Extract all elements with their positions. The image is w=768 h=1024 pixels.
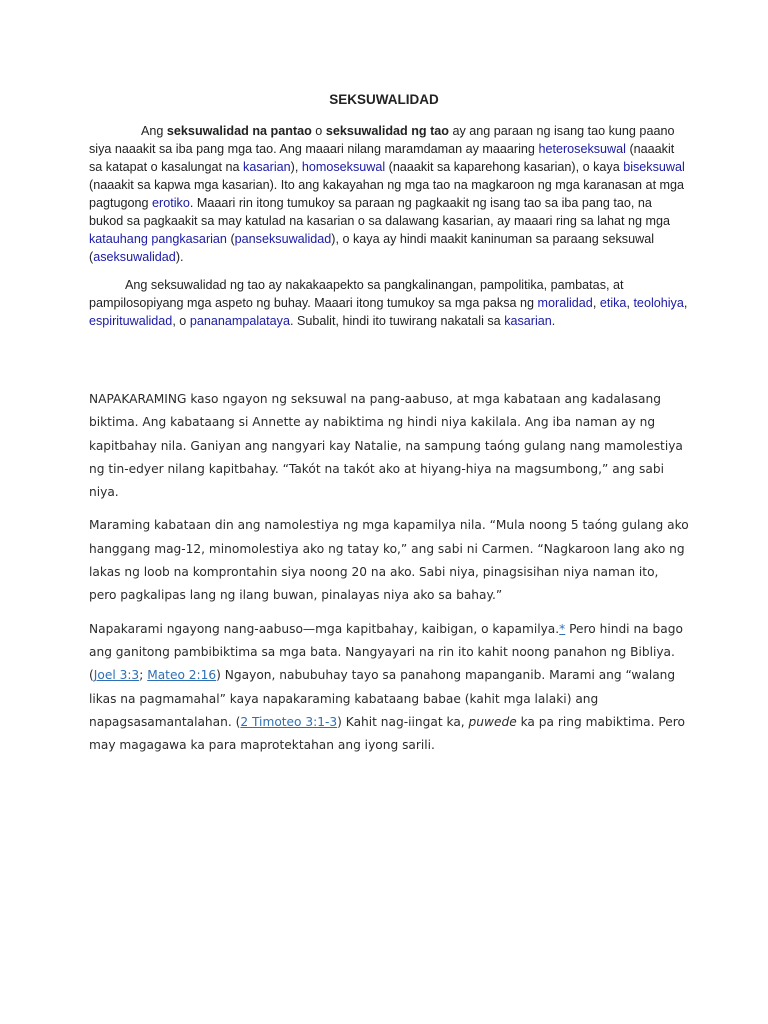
text-run: ; bbox=[139, 668, 148, 683]
article-section bbox=[89, 388, 689, 767]
link-teolohiya[interactable]: teolohiya bbox=[633, 296, 684, 310]
text-run: . Maaari rin itong tumukoy sa paraan ng pagkaakit ng isang tao sa iba pang tao, na bukod sa pagkaakit sa may katulad na kasarian o sa dalawang kasarian, ay maaari ring sa lahat ng mga bbox=[89, 196, 671, 228]
text-run: (naaakit sa katapat o kasalungat na bbox=[89, 142, 675, 174]
text-run: o bbox=[311, 124, 326, 138]
paragraph-abuse-cases: NAPAKARAMING kaso ngayon ng seksuwal na pang-aabuso, at mga kabataan ang kadalasang biktima. Ang kabataang si Annette ay nabiktima ng hindi niya kakilala. Ang iba naman ay ng kapitbahay nila. Ganiyan ang nangyari kay Natalie, na sampung taóng gulang nang mamolestiya ng tin-edyer nilang kapitbahay. “Takót na takót ako at hiyang-hiya na magsumbong,” ang sabi niya. bbox=[89, 392, 683, 500]
text-run: Pero hindi na bago ang ganitong pambibiktima sa mga bata. Nangyayari na rin ito kahit noong panahon ng Bibliya. ( bbox=[89, 621, 683, 683]
text-run: ) Ngayon, nabubuhay tayo sa panahong mapanganib. Marami ang “walang likas na pagmamahal” kaya napakaraming kabataang babae (kahit mga lalaki) ang napagsasamantalahan. ( bbox=[89, 668, 676, 729]
link-kasarian[interactable]: kasarian bbox=[243, 160, 291, 174]
italic-word: puwede bbox=[468, 714, 517, 729]
link-heteroseksuwal[interactable]: heteroseksuwal bbox=[538, 142, 626, 156]
link-mateo-2-16[interactable]: Mateo 2:16 bbox=[147, 668, 217, 683]
paragraph-family-abuse: Maraming kabataan din ang namolestiya ng mga kapamilya nila. “Mula noong 5 taóng gulang ako hanggang mag-12, minomolestiya ako ng tatay ko,” ang sabi ni Carmen. “Nagkaroon lang ako ng lakas ng loob na komprontahin siya noong 20 na ako. Sabi niya, pinagsisihan niya naman ito, pero pagkalipas lang ng ilang buwan, pinalayas niya ako sa bahay.” bbox=[89, 518, 689, 603]
link-2-timoteo-3-1-3[interactable]: 2 Timoteo 3:1-3 bbox=[240, 714, 338, 729]
text-run: Ang bbox=[141, 124, 167, 138]
link-pananampalataya[interactable]: pananampalataya bbox=[189, 314, 290, 328]
text-run: ka pa ring mabiktima. Pero may magagawa ka para maprotektahan ang iyong sarili. bbox=[89, 714, 685, 753]
link-joel-3-3[interactable]: Joel 3:3 bbox=[93, 668, 140, 683]
paragraph-aspects bbox=[89, 276, 689, 330]
page-title: SEKSUWALIDAD bbox=[329, 92, 439, 107]
link-kasarian-2[interactable]: kasarian bbox=[504, 314, 552, 328]
footnote-link[interactable]: * bbox=[559, 621, 566, 636]
link-erotiko[interactable]: erotiko bbox=[152, 196, 190, 210]
text-run: ( bbox=[226, 232, 235, 246]
text-run: , o bbox=[172, 314, 190, 328]
link-espirituwalidad[interactable]: espirituwalidad bbox=[89, 314, 173, 328]
link-etika[interactable]: etika bbox=[599, 296, 627, 310]
paragraph-definition bbox=[89, 122, 689, 266]
text-run: Napakarami ngayong nang-aabuso—mga kapitbahay, kaibigan, o kapamilya. bbox=[89, 621, 560, 636]
link-homoseksuwal[interactable]: homoseksuwal bbox=[301, 160, 386, 174]
text-run: ). bbox=[175, 250, 184, 264]
text-run: ), bbox=[290, 160, 302, 174]
link-aseksuwalidad[interactable]: aseksuwalidad bbox=[93, 250, 176, 264]
link-biseksuwal[interactable]: biseksuwal bbox=[623, 160, 685, 174]
text-run: ) Kahit nag-iingat ka, bbox=[337, 714, 469, 729]
text-run: (naaakit sa kaparehong kasarian), o kaya bbox=[385, 160, 624, 174]
link-katauhang-pangkasarian[interactable]: katauhang pangkasarian bbox=[89, 232, 227, 246]
text-run: (naaakit sa kapwa mga kasarian). Ito ang kakayahan ng mga tao na magkaroon ng mga karanasan at mga pagtugong bbox=[89, 178, 685, 210]
bold-term: seksuwalidad na pantao bbox=[166, 124, 312, 138]
text-run: , bbox=[626, 296, 634, 310]
link-panseksuwalidad[interactable]: panseksuwalidad bbox=[234, 232, 332, 246]
text-run: , bbox=[592, 296, 600, 310]
text-run: , bbox=[683, 296, 688, 310]
wiki-section bbox=[89, 122, 689, 330]
text-run: . Subalit, hindi ito tuwirang nakatali sa bbox=[289, 314, 505, 328]
link-moralidad[interactable]: moralidad bbox=[537, 296, 593, 310]
text-run: . bbox=[551, 314, 556, 328]
text-run: ), o kaya ay hindi maakit kaninuman sa paraang seksuwal ( bbox=[89, 232, 654, 264]
text-run: Ang seksuwalidad ng tao ay nakakaapekto sa pangkalinangan, pampolitika, pambatas, at pampilosopiyang mga aspeto ng buhay. Maaari itong tumukoy sa mga paksa ng bbox=[89, 278, 624, 310]
paragraph-bible-reference bbox=[89, 618, 689, 758]
bold-term: seksuwalidad ng tao bbox=[325, 124, 449, 138]
text-run: ay ang paraan ng isang tao kung paano siya naaakit sa iba pang mga tao. Ang maaari nilang maramdaman ay maaaring bbox=[89, 124, 675, 156]
